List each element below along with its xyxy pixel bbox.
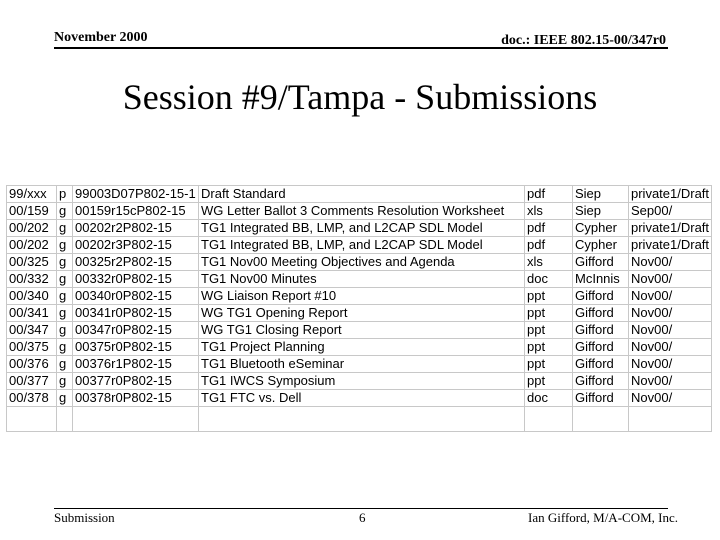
empty-cell: [73, 407, 199, 432]
cell-doc-number: 00/202: [7, 220, 57, 237]
footer-right: Ian Gifford, M/A-COM, Inc.: [528, 510, 678, 525]
cell-location: private1/Draft: [629, 220, 712, 237]
cell-filename: 00377r0P802-15: [73, 373, 199, 390]
cell-location: Nov00/: [629, 356, 712, 373]
cell-format: pdf: [525, 186, 573, 203]
cell-type: g: [57, 271, 73, 288]
cell-format: pdf: [525, 237, 573, 254]
cell-doc-number: 99/xxx: [7, 186, 57, 203]
table-row: [7, 288, 712, 305]
footer-left: Submission: [54, 510, 115, 525]
cell-type: g: [57, 373, 73, 390]
cell-filename: 00159r15cP802-15: [73, 203, 199, 220]
table-row: [7, 237, 712, 254]
cell-filename: 00202r3P802-15: [73, 237, 199, 254]
cell-filename: 00376r1P802-15: [73, 356, 199, 373]
cell-doc-number: 00/202: [7, 237, 57, 254]
cell-document-title: TG1 Integrated BB, LMP, and L2CAP SDL Model: [199, 237, 525, 254]
cell-filename: 00340r0P802-15: [73, 288, 199, 305]
cell-type: g: [57, 305, 73, 322]
cell-document-title: TG1 Bluetooth eSeminar: [199, 356, 525, 373]
empty-cell: [525, 407, 573, 432]
cell-format: ppt: [525, 339, 573, 356]
empty-cell: [7, 407, 57, 432]
cell-type: g: [57, 322, 73, 339]
cell-location: Nov00/: [629, 271, 712, 288]
cell-doc-number: 00/376: [7, 356, 57, 373]
cell-format: ppt: [525, 288, 573, 305]
cell-author: Gifford: [573, 373, 629, 390]
cell-type: p: [57, 186, 73, 203]
cell-type: g: [57, 237, 73, 254]
cell-doc-number: 00/375: [7, 339, 57, 356]
empty-cell: [629, 407, 712, 432]
cell-doc-number: 00/159: [7, 203, 57, 220]
cell-author: Gifford: [573, 305, 629, 322]
table-row: [7, 186, 712, 203]
cell-type: g: [57, 220, 73, 237]
table-row: [7, 305, 712, 322]
cell-doc-number: 00/325: [7, 254, 57, 271]
cell-author: Siep: [573, 186, 629, 203]
cell-type: g: [57, 390, 73, 407]
cell-format: doc: [525, 390, 573, 407]
cell-filename: 00325r2P802-15: [73, 254, 199, 271]
cell-location: Sep00/: [629, 203, 712, 220]
cell-filename: 99003D07P802-15-1: [73, 186, 199, 203]
footer-rule: [54, 508, 668, 509]
cell-filename: 00375r0P802-15: [73, 339, 199, 356]
cell-filename: 00378r0P802-15: [73, 390, 199, 407]
cell-location: Nov00/: [629, 254, 712, 271]
cell-filename: 00332r0P802-15: [73, 271, 199, 288]
cell-format: ppt: [525, 373, 573, 390]
cell-filename: 00341r0P802-15: [73, 305, 199, 322]
table-row: [7, 373, 712, 390]
cell-format: doc: [525, 271, 573, 288]
cell-document-title: Draft Standard: [199, 186, 525, 203]
cell-document-title: WG Liaison Report #10: [199, 288, 525, 305]
cell-author: Gifford: [573, 390, 629, 407]
cell-author: Cypher: [573, 220, 629, 237]
cell-type: g: [57, 254, 73, 271]
cell-document-title: WG Letter Ballot 3 Comments Resolution Worksheet: [199, 203, 525, 220]
table-row: [7, 220, 712, 237]
cell-document-title: WG TG1 Opening Report: [199, 305, 525, 322]
empty-row: [7, 407, 712, 432]
cell-type: g: [57, 356, 73, 373]
cell-doc-number: 00/377: [7, 373, 57, 390]
cell-format: ppt: [525, 356, 573, 373]
cell-location: Nov00/: [629, 390, 712, 407]
table-row: [7, 390, 712, 407]
cell-type: g: [57, 288, 73, 305]
cell-location: Nov00/: [629, 339, 712, 356]
cell-doc-number: 00/341: [7, 305, 57, 322]
cell-doc-number: 00/378: [7, 390, 57, 407]
table-row: [7, 356, 712, 373]
cell-author: Cypher: [573, 237, 629, 254]
cell-format: ppt: [525, 322, 573, 339]
table-row: [7, 322, 712, 339]
cell-document-title: TG1 Nov00 Meeting Objectives and Agenda: [199, 254, 525, 271]
cell-format: pdf: [525, 220, 573, 237]
cell-type: g: [57, 203, 73, 220]
header-date: November 2000: [54, 30, 148, 45]
cell-document-title: TG1 Integrated BB, LMP, and L2CAP SDL Model: [199, 220, 525, 237]
header-doc-id: doc.: IEEE 802.15-00/347r0: [501, 33, 666, 48]
submissions-table-body: [7, 186, 712, 432]
cell-author: Gifford: [573, 288, 629, 305]
table-row: [7, 339, 712, 356]
cell-format: ppt: [525, 305, 573, 322]
table-row: [7, 203, 712, 220]
cell-author: Gifford: [573, 322, 629, 339]
cell-author: McInnis: [573, 271, 629, 288]
cell-location: Nov00/: [629, 322, 712, 339]
cell-author: Gifford: [573, 254, 629, 271]
cell-type: g: [57, 339, 73, 356]
empty-cell: [57, 407, 73, 432]
cell-location: Nov00/: [629, 305, 712, 322]
cell-document-title: TG1 FTC vs. Dell: [199, 390, 525, 407]
cell-doc-number: 00/340: [7, 288, 57, 305]
cell-location: private1/Draft: [629, 186, 712, 203]
cell-document-title: WG TG1 Closing Report: [199, 322, 525, 339]
header-rule: [54, 47, 668, 49]
empty-cell: [199, 407, 525, 432]
cell-filename: 00202r2P802-15: [73, 220, 199, 237]
cell-location: Nov00/: [629, 373, 712, 390]
footer-page-number: 6: [359, 510, 366, 525]
cell-author: Siep: [573, 203, 629, 220]
cell-doc-number: 00/332: [7, 271, 57, 288]
cell-location: private1/Draft: [629, 237, 712, 254]
table-row: [7, 254, 712, 271]
cell-format: xls: [525, 203, 573, 220]
table-row: [7, 271, 712, 288]
cell-document-title: TG1 Project Planning: [199, 339, 525, 356]
cell-document-title: TG1 Nov00 Minutes: [199, 271, 525, 288]
cell-author: Gifford: [573, 356, 629, 373]
submissions-table: [6, 185, 712, 432]
slide-title: Session #9/Tampa - Submissions: [122, 77, 598, 117]
empty-cell: [573, 407, 629, 432]
cell-doc-number: 00/347: [7, 322, 57, 339]
cell-filename: 00347r0P802-15: [73, 322, 199, 339]
cell-author: Gifford: [573, 339, 629, 356]
cell-location: Nov00/: [629, 288, 712, 305]
cell-format: xls: [525, 254, 573, 271]
cell-document-title: TG1 IWCS Symposium: [199, 373, 525, 390]
